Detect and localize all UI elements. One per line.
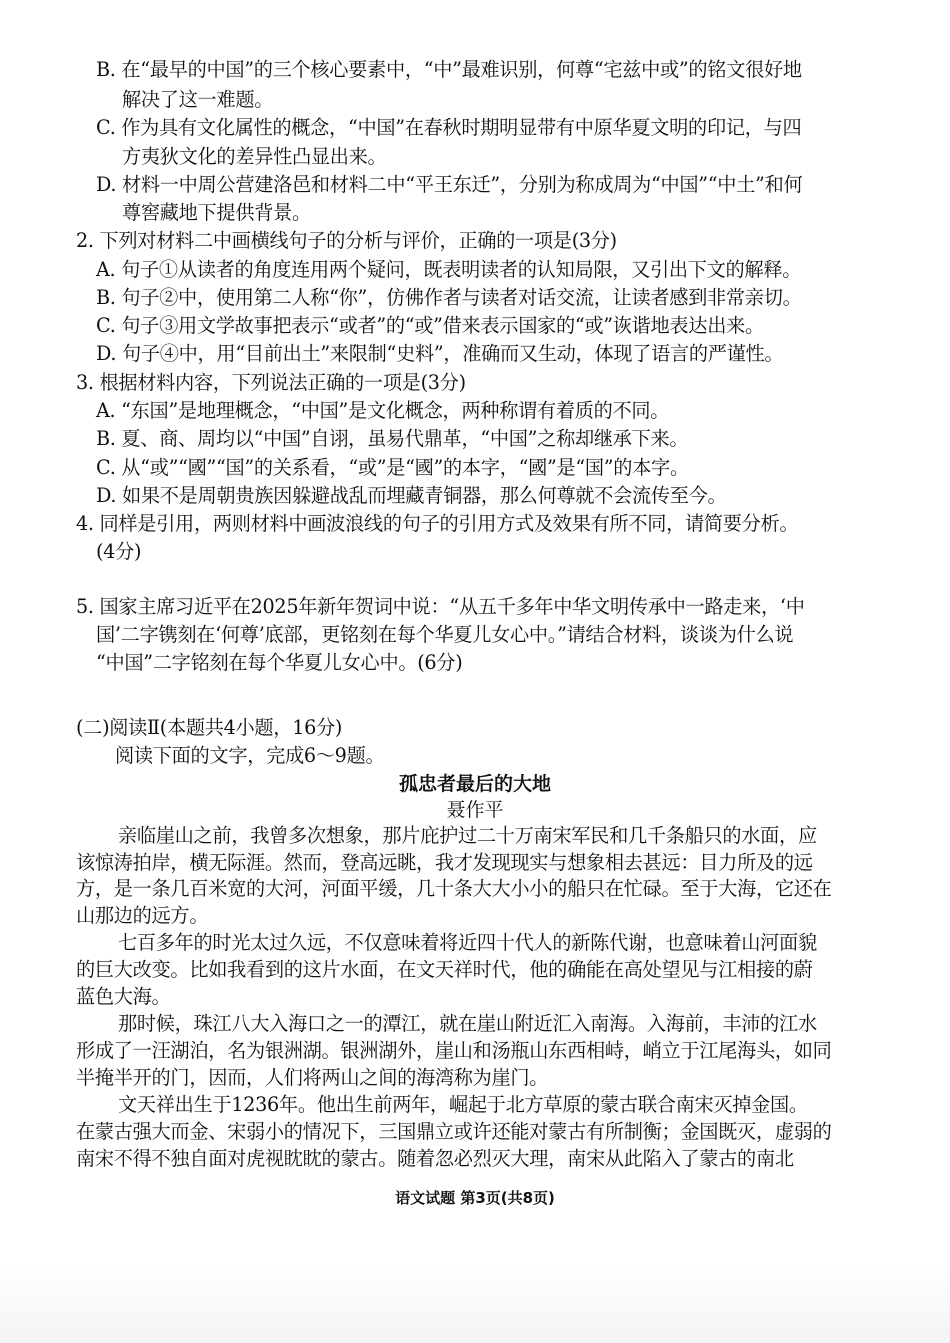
passage-line: 形成了一汪湖泊，名为银洲湖。银洲湖外，崖山和汤瓶山东西相峙，峭立于江尾海头，如同: [76, 1039, 832, 1062]
section-heading: (二)阅读Ⅱ(本题共4小题，16分): [76, 716, 343, 739]
q1-option-c-line2: 方夷狄文化的差异性凸显出来。: [122, 145, 387, 168]
q2-stem: 2. 下列对材料二中画横线句子的分析与评价，正确的一项是(3分): [76, 229, 617, 252]
q2-option-b: B. 句子②中，使用第二人称“你”，仿佛作者与读者对话交流，让读者感到非常亲切。: [96, 286, 802, 309]
q2-option-a: A. 句子①从读者的角度连用两个疑问，既表明读者的认知局限，又引出下文的解释。: [96, 258, 802, 281]
q1-option-c-line1: C. 作为具有文化属性的概念，“中国”在春秋时期明显带有中原华夏文明的印记，与四: [96, 116, 802, 139]
passage-author: 聂作平: [446, 799, 504, 821]
q1-option-b-line1: B. 在“最早的中国”的三个核心要素中，“中”最难识别，何尊“宅兹中或”的铭文很好地: [96, 58, 802, 81]
passage-line: 七百多年的时光太过久远，不仅意味着将近四十代人的新陈代谢，也意味着山河面貌: [118, 931, 817, 954]
passage-line: 山那边的远方。: [76, 904, 209, 927]
q2-option-c: C. 句子③用文学故事把表示“或者”的“或”借来表示国家的“或”诙谐地表达出来。: [96, 314, 764, 337]
q4-stem-line1: 4. 同样是引用，两则材料中画波浪线的句子的引用方式及效果有所不同，请简要分析。: [76, 512, 799, 535]
passage-line: 亲临崖山之前，我曾多次想象，那片庇护过二十万南宋军民和几千条船只的水面，应: [118, 824, 817, 847]
passage-line: 蓝色大海。: [76, 985, 171, 1008]
page-footer: 语文试题 第3页(共8页): [395, 1189, 555, 1207]
passage-line: 在蒙古强大而金、宋弱小的情况下，三国鼎立或许还能对蒙古有所制衡；金国既灭，虚弱的: [76, 1120, 832, 1143]
q1-option-b-line2: 解决了这一难题。: [122, 88, 274, 111]
passage-line: 文天祥出生于1236年。他出生前两年，崛起于北方草原的蒙古联合南宋灭掉金国。: [118, 1093, 808, 1116]
passage-line: 南宋不得不独自面对虎视眈眈的蒙古。随着忽必烈灭大理，南宋从此陷入了蒙古的南北: [76, 1147, 794, 1170]
q5-stem-line1: 5. 国家主席习近平在2025年新年贺词中说：“从五千多年中华文明传承中一路走来，‘中: [76, 595, 805, 618]
q5-stem-line2: 国’二字镌刻在‘何尊’底部，更铭刻在每个华夏儿女心中。”请结合材料，谈谈为什么说: [96, 623, 794, 646]
passage-line: 方，是一条几百米宽的大河，河面平缓，几十条大大小小的船只在忙碌。至于大海，它还在: [76, 877, 832, 900]
q3-stem: 3. 根据材料内容，下列说法正确的一项是(3分): [76, 371, 466, 394]
q1-option-d-line2: 尊窖藏地下提供背景。: [122, 201, 311, 224]
q3-option-c: C. 从“或”“國”“国”的关系看，“或”是“國”的本字，“國”是“国”的本字。: [96, 456, 689, 479]
q2-option-d: D. 句子④中，用“目前出土”来限制“史料”，准确而又生动，体现了语言的严谨性。: [96, 342, 784, 365]
passage-line: 的巨大改变。比如我看到的这片水面，在文天祥时代，他的确能在高处望见与江相接的蔚: [76, 958, 813, 981]
q1-option-d-line1: D. 材料一中周公营建洛邑和材料二中“平王东迁”，分别为称成周为“中国”“中土”和何: [96, 173, 803, 196]
q4-stem-line2: (4分): [96, 540, 142, 563]
q3-option-b: B. 夏、商、周均以“中国”自诩，虽易代鼎革，“中国”之称却继承下来。: [96, 427, 689, 450]
section-instruction: 阅读下面的文字，完成6～9题。: [115, 744, 385, 767]
passage-line: 半掩半开的门，因而，人们将两山之间的海湾称为崖门。: [76, 1066, 549, 1089]
q3-option-d: D. 如果不是周朝贵族因躲避战乱而埋藏青铜器，那么何尊就不会流传至今。: [96, 484, 727, 507]
passage-title: 孤忠者最后的大地: [398, 773, 551, 795]
passage-line: 那时候，珠江八大入海口之一的潭江，就在崖山附近汇入南海。入海前，丰沛的江水: [118, 1012, 817, 1035]
q3-option-a: A. “东国”是地理概念，“中国”是文化概念，两种称谓有着质的不同。: [96, 399, 670, 422]
scan-shadow: [0, 1265, 950, 1343]
q5-stem-line3: “中国”二字铭刻在每个华夏儿女心中。(6分): [96, 651, 463, 674]
passage-line: 该惊涛拍岸，横无际涯。然而，登高远眺，我才发现现实与想象相去甚远：目力所及的远: [76, 851, 813, 874]
